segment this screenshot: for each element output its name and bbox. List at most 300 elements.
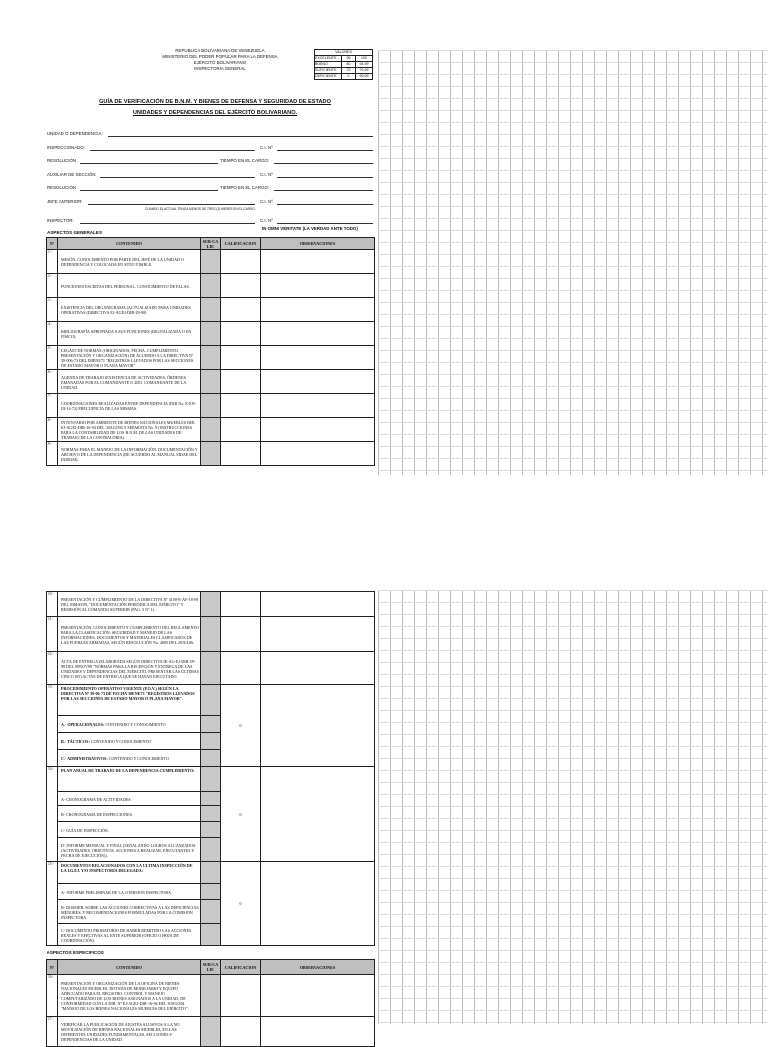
grid-line — [378, 470, 768, 471]
grid-line — [594, 590, 595, 1024]
calificacion-cell[interactable] — [221, 617, 261, 652]
row-number: 3.- — [47, 298, 58, 322]
observaciones-cell[interactable] — [261, 592, 375, 617]
header-line-1: REPUBLICA BOLIVARIANA DE VENEZUELA — [175, 48, 265, 53]
grid-line — [522, 50, 523, 475]
grid-line — [582, 590, 583, 1024]
sub-item-text: CONTENIDO Y CONOCIMIENTO — [107, 756, 169, 761]
grid-line — [558, 590, 559, 1024]
grid-line — [378, 458, 768, 459]
subcalif-cell[interactable] — [201, 975, 221, 1017]
subcalif-cell[interactable] — [201, 274, 221, 298]
grid-line — [378, 998, 768, 999]
field-inspector-input[interactable] — [80, 223, 255, 224]
grid-line — [378, 590, 768, 591]
grid-line — [378, 722, 768, 723]
sub-item — [58, 750, 201, 767]
grid-line — [378, 974, 768, 975]
observaciones-cell[interactable] — [261, 250, 375, 274]
subcalif-cell[interactable] — [201, 862, 221, 884]
field-unidad-input[interactable] — [108, 136, 373, 137]
row-number: 12.- — [47, 652, 58, 685]
header-row — [47, 960, 375, 975]
grid-line — [378, 62, 768, 63]
table-row — [47, 685, 375, 716]
row-title: DOCUMENTOS RELACIONADOS CON LA ULTIMA INSPECCIÓN DE LA I.G.EJ. Y/O INSPECTORIA DELEGADA: — [58, 862, 201, 884]
row-number: 7.- — [47, 394, 58, 418]
grid-line — [642, 590, 643, 1024]
grid-line — [450, 590, 451, 1024]
grid-line — [678, 590, 679, 1024]
grid-line — [378, 962, 768, 963]
grid-line — [378, 446, 768, 447]
grid-line — [378, 170, 768, 171]
grid-line — [378, 746, 768, 747]
grid-line — [378, 902, 768, 903]
row-content: COORDINACIONES REALIZADAS ENTRE DEPENDENCIA (DIR No. E-EN-III-14-72) FRECUENCIA DE LAS MISMAS. — [58, 394, 201, 418]
grid-line — [570, 50, 571, 475]
value-label: EXCELENTE — [315, 56, 342, 62]
table-row — [47, 592, 375, 617]
field-ci3-input[interactable] — [277, 204, 373, 205]
grid-line — [462, 590, 463, 1024]
field-resolucion1-input[interactable] — [80, 163, 218, 164]
observaciones-cell[interactable] — [261, 1017, 375, 1047]
subcalif-cell[interactable] — [201, 767, 221, 792]
field-ci4-label: C.I. Nº — [260, 218, 273, 223]
table-row — [47, 274, 375, 298]
subcalif-cell[interactable] — [201, 298, 221, 322]
grid-line — [378, 290, 768, 291]
field-auxiliar-label: AUXILIAR DE SECCIÓN — [47, 172, 96, 177]
field-ci4-input[interactable] — [277, 223, 373, 224]
grid-line — [378, 374, 768, 375]
sub-item — [58, 716, 201, 733]
table-row — [47, 1017, 375, 1047]
table-row — [47, 322, 375, 346]
observaciones-cell[interactable] — [261, 975, 375, 1017]
grid-line — [438, 590, 439, 1024]
grid-line — [426, 50, 427, 475]
grid-line — [378, 674, 768, 675]
grid-line — [546, 50, 547, 475]
observaciones-cell[interactable] — [261, 346, 375, 370]
grid-line — [402, 50, 403, 475]
col-subcalif: SUB-CA LIF. — [201, 960, 221, 975]
field-ci2-input[interactable] — [277, 177, 373, 178]
subcalif-cell[interactable] — [201, 716, 221, 733]
grid-line — [378, 182, 768, 183]
grid-line — [522, 590, 523, 1024]
grid-line — [726, 590, 727, 1024]
subcalif-cell[interactable] — [201, 924, 221, 946]
sub-item-text: CONTENIDO Y CONOCIMIENTO — [104, 722, 166, 727]
observaciones-cell[interactable] — [261, 418, 375, 442]
empty-cell-grid-bottom — [378, 590, 768, 1024]
grid-line — [378, 254, 768, 255]
grid-line — [378, 398, 768, 399]
calificacion-cell[interactable] — [221, 394, 261, 418]
row-number: 6.- — [47, 370, 58, 394]
grid-line — [378, 770, 768, 771]
grid-line — [642, 50, 643, 475]
subcalif-cell[interactable] — [201, 617, 221, 652]
grid-line — [378, 158, 768, 159]
empty-cell-grid-top — [378, 50, 768, 475]
grid-line — [702, 50, 703, 475]
calificacion-cell[interactable]: 0 — [221, 685, 261, 767]
value-max: 79,99 — [356, 68, 373, 74]
sub-item-label: C.- ADMINISTRATIVOS: — [61, 756, 108, 761]
grid-line — [378, 266, 768, 267]
grid-line — [738, 50, 739, 475]
row-number: 10.- — [47, 592, 58, 617]
grid-line — [378, 926, 768, 927]
grid-line — [750, 50, 751, 475]
col-calificacion: CALIFICACION — [221, 960, 261, 975]
sub-item-label: A.- OPERACIONALES: — [61, 722, 105, 727]
grid-line — [606, 590, 607, 1024]
sub-item: D- INFORME MENSUAL Y FINAL (SEÑALANDO LOGROS ALCANZADOS (ACTIVIDADES, OBJETIVOS, ACCIONES A REALIZAR, EJECUTANTES Y FECHA DE EJECUCIÓN)). — [58, 838, 201, 862]
row-number: 1.- — [47, 250, 58, 274]
calificacion-cell[interactable] — [221, 442, 261, 466]
calificacion-cell[interactable] — [221, 418, 261, 442]
grid-line — [582, 50, 583, 475]
grid-line — [378, 914, 768, 915]
col-subcalif: SUB-CA LIF. — [201, 238, 221, 250]
field-unidad-label: UNIDAD O DEPENDENCIA: — [47, 131, 103, 136]
row-content: PRESENTACIÓN Y CUMPLIMIENTO DE LA DIRECTIVA Nº 3100-E-AF-18-09 DEL 03MAY09, "DOCUMENTACIÓN PERIÓDICA DEL EJÉRCITO" Y REMISIÓN AL COMANDO SUPERIOR (PAG. 5 Nº 1). — [58, 592, 201, 617]
row-number: 16.- — [47, 975, 58, 1017]
row-content: INVENTARIO POR AMBIENTE DE BIENES NACIONALES MUEBLES DIR. EJ-AGEJ-DIR-16-94 DEL 30AGO94 Y SEPARATA No. 9 (INSTRUCCIONES PARA LA CONTABILIDAD DE LOS B.N.M. DE LAS UNIDADES DE TRABAJO DE LA CONTRALORIA). — [58, 418, 201, 442]
subcalif-cell[interactable] — [201, 592, 221, 617]
section-title-general: ASPECTOS GENERALES — [47, 230, 103, 235]
field-inspeccionado-input[interactable] — [90, 150, 255, 151]
calificacion-cell[interactable] — [221, 652, 261, 685]
value-max: 94,99 — [356, 62, 373, 68]
grid-line — [390, 50, 391, 475]
table-row — [47, 298, 375, 322]
grid-line — [474, 50, 475, 475]
values-title: VALORES — [315, 50, 373, 56]
calificacion-cell[interactable] — [221, 298, 261, 322]
grid-line — [378, 422, 768, 423]
row-content: AGENDA DE TRABAJO (EXISTENCIA DE ACTIVIDADES, ÓRDENES EMANADAS POR EL COMANDANTE O 2DO. COMANDANTE DE LA UNIDAD. — [58, 370, 201, 394]
row-content: VERIFICAR LA PUBLICACIÓN DE AJUSTES ALUSIVOS A LA NO MOVILIZACIÓN DE BIENES NACIONALES MUEBLES, EN LAS DIFERENTES UNIDADES FUNDAMENTALES, SECCIONES Y DEPENDENCIAS DE LA UNIDAD. — [58, 1017, 201, 1047]
field-resolucion1-label: RESOLUCIÓN — [47, 158, 77, 163]
subcalif-cell[interactable] — [201, 442, 221, 466]
grid-line — [654, 590, 655, 1024]
grid-line — [690, 590, 691, 1024]
grid-line — [378, 122, 768, 123]
table-row — [47, 862, 375, 884]
observaciones-cell[interactable] — [261, 617, 375, 652]
col-contenido: CONTENIDO — [58, 238, 201, 250]
row-content: NORMAS PARA EL MANEJO DE LA INFORMACIÓN, DOCUMENTACIÓN Y ARCHIVO DE LA DEPENDENCIA (DE ACUERDO AL MANUAL SIDAE DEL INDEJM). — [58, 442, 201, 466]
subcalif-cell[interactable] — [201, 806, 221, 822]
subcalif-cell[interactable] — [201, 822, 221, 838]
table-row — [47, 617, 375, 652]
grid-line — [378, 782, 768, 783]
observaciones-cell[interactable] — [261, 322, 375, 346]
row-title: PROCEDIMIENTO OPERATIVO VIGENTE (P.O.V.) SEGÚN LA DIRECTIVA Nº 39-06-73 DE FECHA 30ENE73 "REGISTROS LLEVADOS POR LAS SECCIONES DE ESTADO MAYOR O PLANA MAYOR". — [58, 685, 201, 716]
grid-line — [414, 50, 415, 475]
subcalif-cell[interactable] — [201, 652, 221, 685]
observaciones-cell[interactable] — [261, 394, 375, 418]
table-row — [47, 250, 375, 274]
grid-line — [738, 590, 739, 1024]
row-title: PLAN ANUAL DE TRABAJO DE LA DEPENDENCIA CUMPLIMIENTO: — [58, 767, 201, 792]
subcalif-cell[interactable] — [201, 1017, 221, 1047]
grid-line — [378, 662, 768, 663]
grid-line — [666, 590, 667, 1024]
field-resolucion2-label: RESOLUCIÓN — [47, 185, 77, 190]
grid-line — [558, 50, 559, 475]
grid-line — [378, 314, 768, 315]
calificacion-cell[interactable] — [221, 370, 261, 394]
row-content: MESÓN, CONOCIMIENTO POR PARTE DEL JEFE DE LA UNIDAD O DEPENDENCIA Y COLOCADA EN SITIO VISIBLE. — [58, 250, 201, 274]
observaciones-cell[interactable] — [261, 274, 375, 298]
grid-line — [378, 134, 768, 135]
sub-item: B- DOSSIER, SOBRE LAS ACCIONES CORRECTIVAS A LAS DEFICIENCIAS MENORES, Y RECOMENDACIONES FORMULADAS POR LA COMISION INSPECTORA. — [58, 900, 201, 924]
grid-line — [498, 590, 499, 1024]
value-label: DEFICIENTE — [315, 74, 342, 80]
grid-line — [378, 830, 768, 831]
grid-line — [378, 278, 768, 279]
grid-line — [378, 794, 768, 795]
header-line-3: EJÉRCITO BOLIVARIANO — [193, 60, 247, 65]
field-ci3-label: C.I. Nº — [260, 199, 273, 204]
row-number: 15.- — [47, 862, 58, 946]
grid-line — [486, 50, 487, 475]
value-max: 69,99 — [356, 74, 373, 80]
table-row — [47, 370, 375, 394]
table-row — [47, 975, 375, 1017]
value-label: BUENO — [315, 62, 342, 68]
value-min: 95 — [342, 56, 356, 62]
grid-line — [378, 602, 768, 603]
veritate-motto: IN OMNI VERITATE (LA VERDAD ANTE TODO) — [262, 226, 358, 231]
observaciones-cell[interactable] — [261, 442, 375, 466]
grid-line — [498, 50, 499, 475]
value-label: SUFICIENTE — [315, 68, 342, 74]
observaciones-cell[interactable] — [261, 370, 375, 394]
row-number: 13.- — [47, 685, 58, 767]
grid-line — [390, 590, 391, 1024]
col-calificacion: CALIFICACION — [221, 238, 261, 250]
field-auxiliar-input[interactable] — [100, 177, 255, 178]
col-observaciones: OBSERVACIONES — [261, 960, 375, 975]
table-row — [47, 652, 375, 685]
table-row — [47, 767, 375, 792]
subcalif-cell[interactable] — [201, 900, 221, 924]
row-number: 2.- — [47, 274, 58, 298]
field-ci2-label: C.I. Nº — [260, 172, 273, 177]
grid-line — [378, 734, 768, 735]
grid-line — [378, 938, 768, 939]
row-content: FUNCIONES ESCRITAS DEL PERSONAL, CONOCIMIENTO DE ELLAS. — [58, 274, 201, 298]
grid-line — [450, 50, 451, 475]
row-number: 9.- — [47, 442, 58, 466]
subcalif-cell[interactable] — [201, 733, 221, 750]
value-min: 70 — [342, 68, 356, 74]
grid-line — [378, 98, 768, 99]
grid-line — [486, 590, 487, 1024]
grid-line — [378, 878, 768, 879]
grid-line — [378, 146, 768, 147]
subcalif-cell[interactable] — [201, 838, 221, 862]
row-content: ACTA DE ENTREGA (ELABORADA SEGÚN DIRECTIVA IE-AG-EJ-DIR-59-98 DEL 09NOV99 "NORMAS PARA LA RECEPCIÓN Y ENTREGA DE LAS UNIDADES Y DEPENDENCIAS DEL EJÉRCITO, PRESENTAR LAS ÚLTIMAS CINCO (05) ACTAS DE ENTREGA QUE SE HAYAN EJECUTADO. — [58, 652, 201, 685]
row-content: LEGAJO DE NORMAS (ORIGINADOS, FECHA, CUMPLIMIENTO, PRESENTACIÓN Y ORGANIZACIÓN) DE ACUERDO A LA DIRECTIVA Nº 39-006-73 DEL IMENE71 "REGISTROS LLEVADOS POR LAS SECCIONES DE ESTADO MAYOR O PLANA MAYOR" — [58, 346, 201, 370]
header-line-2: MINISTERIO DEL PODER POPULAR PARA LA DEFENSA — [162, 54, 278, 59]
header-line-4: INSPECTORIA GENERAL — [194, 66, 246, 71]
field-jefe-input[interactable] — [88, 204, 255, 205]
grid-line — [378, 854, 768, 855]
subcalif-cell[interactable] — [201, 418, 221, 442]
grid-line — [378, 758, 768, 759]
subcalif-cell[interactable] — [201, 792, 221, 806]
calificacion-cell[interactable]: 0 — [221, 767, 261, 862]
subcalif-cell[interactable] — [201, 322, 221, 346]
grid-line — [378, 338, 768, 339]
values-table — [314, 49, 373, 80]
grid-line — [378, 710, 768, 711]
grid-line — [474, 590, 475, 1024]
grid-line — [378, 1022, 768, 1023]
grid-line — [690, 50, 691, 475]
grid-line — [606, 50, 607, 475]
grid-line — [378, 818, 768, 819]
grid-line — [378, 806, 768, 807]
continued-aspects-table — [46, 591, 375, 1047]
grid-line — [378, 890, 768, 891]
subcalif-cell[interactable] — [201, 250, 221, 274]
subcalif-cell[interactable] — [201, 346, 221, 370]
subcalif-cell[interactable] — [201, 394, 221, 418]
grid-line — [378, 350, 768, 351]
observaciones-cell[interactable] — [261, 685, 375, 767]
field-inspeccionado-label: INSPECCIONADO: — [47, 145, 86, 150]
sub-item: C- GUÍA DE INSPECCIÓN. — [58, 822, 201, 838]
calificacion-cell[interactable] — [221, 1017, 261, 1047]
subcalif-cell[interactable] — [201, 685, 221, 716]
sub-item: A- CRONOGRAMA DE ACTIVIDADES. — [58, 792, 201, 806]
grid-line — [378, 698, 768, 699]
grid-line — [714, 590, 715, 1024]
grid-line — [702, 590, 703, 1024]
row-content: BIBLIOGRAFÍA APROPIADA A SUS FUNCIONES (DIGITALIZADA O EN FÍSICO). — [58, 322, 201, 346]
subcalif-cell[interactable] — [201, 370, 221, 394]
row-number: 5.- — [47, 346, 58, 370]
calificacion-cell[interactable] — [221, 274, 261, 298]
grid-line — [762, 590, 763, 1024]
row-content: EXISTENCIA DEL ORGANIGRAMA (ACTUALIZADO PARA UNIDADES OPERATIVAS (DIRECTIVA EJ-AGEJ-DIR-29-00) — [58, 298, 201, 322]
field-ci1-input[interactable] — [277, 150, 373, 151]
grid-line — [378, 230, 768, 231]
grid-line — [378, 986, 768, 987]
grid-line — [618, 590, 619, 1024]
grid-line — [378, 590, 379, 1024]
sub-item-text: CONTENIDO Y CONOCIMIENTO — [89, 739, 151, 744]
section-title-specific: ASPECTOS ESPECIFICOS — [46, 950, 104, 955]
value-min: 0 — [342, 74, 356, 80]
row-content: PRESENTACION Y ORGANIZACIÓN DE LA OFICINA DE BIENES NACIONALES MUEBLES, DOTADA DE MOBILIARIO Y EQUIPO ADECUADO PARA EL REGISTRO, CONTROL Y MANEJO COMPUTARIZADO DE LOS BIENES ASIGNADOS A LA UNIDAD; DE CONFORMIDAD CON LA DIR. Nº EJ-AGEJ-DIR-16-94 DEL 30AGO94 "MANEJO DE LOS BIENES NACIONALES MUEBLES DEL EJÉRCITO". — [58, 975, 201, 1017]
grid-line — [378, 242, 768, 243]
table-row — [47, 394, 375, 418]
grid-line — [594, 50, 595, 475]
grid-line — [726, 50, 727, 475]
grid-line — [378, 626, 768, 627]
calificacion-cell[interactable] — [221, 975, 261, 1017]
grid-line — [378, 950, 768, 951]
row-number: 17.- — [47, 1017, 58, 1047]
sub-item: B- CRONOGRAMA DE INSPECCIONES. — [58, 806, 201, 822]
observaciones-cell[interactable] — [261, 862, 375, 946]
grid-line — [678, 50, 679, 475]
col-num: Nº — [47, 238, 58, 250]
row-number: 11.- — [47, 617, 58, 652]
calificacion-cell[interactable] — [221, 322, 261, 346]
subcalif-cell[interactable] — [201, 884, 221, 900]
observaciones-cell[interactable] — [261, 298, 375, 322]
field-tiempo1-input[interactable] — [274, 163, 373, 164]
field-tiempo1-label: TIEMPO EN EL CARGO: — [220, 158, 270, 163]
grid-line — [618, 50, 619, 475]
section-row — [47, 946, 375, 960]
calificacion-cell[interactable] — [221, 346, 261, 370]
grid-line — [378, 410, 768, 411]
grid-line — [714, 50, 715, 475]
grid-line — [630, 590, 631, 1024]
row-number: 8.- — [47, 418, 58, 442]
grid-line — [666, 50, 667, 475]
grid-line — [378, 1010, 768, 1011]
grid-line — [378, 866, 768, 867]
grid-line — [438, 50, 439, 475]
calificacion-cell[interactable]: 0 — [221, 862, 261, 946]
grid-line — [510, 590, 511, 1024]
grid-line — [378, 362, 768, 363]
grid-line — [378, 86, 768, 87]
calificacion-cell[interactable] — [221, 250, 261, 274]
grid-line — [378, 50, 768, 51]
field-resolucion2-input[interactable] — [80, 190, 218, 191]
general-aspects-table — [46, 237, 375, 466]
col-contenido: CONTENIDO — [58, 960, 201, 975]
grid-line — [378, 206, 768, 207]
calificacion-cell[interactable] — [221, 592, 261, 617]
grid-line — [378, 74, 768, 75]
subcalif-cell[interactable] — [201, 750, 221, 767]
grid-line — [510, 50, 511, 475]
field-jefe-label: JEFE ANTERIOR: — [47, 199, 83, 204]
document-title-line-2: UNIDADES Y DEPENDENCIAS DEL EJÉRCITO BOLIVARIANO. — [132, 110, 298, 116]
sub-item-label: B.- TÁCTICOS: — [61, 739, 90, 744]
field-inspector-label: INSPECTOR: — [47, 218, 74, 223]
row-number: 14.- — [47, 767, 58, 862]
value-max: 100 — [356, 56, 373, 62]
field-tiempo2-input[interactable] — [274, 190, 373, 191]
observaciones-cell[interactable] — [261, 767, 375, 862]
grid-line — [402, 590, 403, 1024]
grid-line — [462, 50, 463, 475]
row-number: 4.- — [47, 322, 58, 346]
grid-line — [378, 842, 768, 843]
observaciones-cell[interactable] — [261, 652, 375, 685]
grid-line — [378, 110, 768, 111]
grid-line — [630, 50, 631, 475]
document-title-line-1: GUÍA DE VERIFICACIÓN DE B.N.M. Y BIENES DE DEFENSA Y SEGURIDAD DE ESTADO — [99, 99, 331, 105]
